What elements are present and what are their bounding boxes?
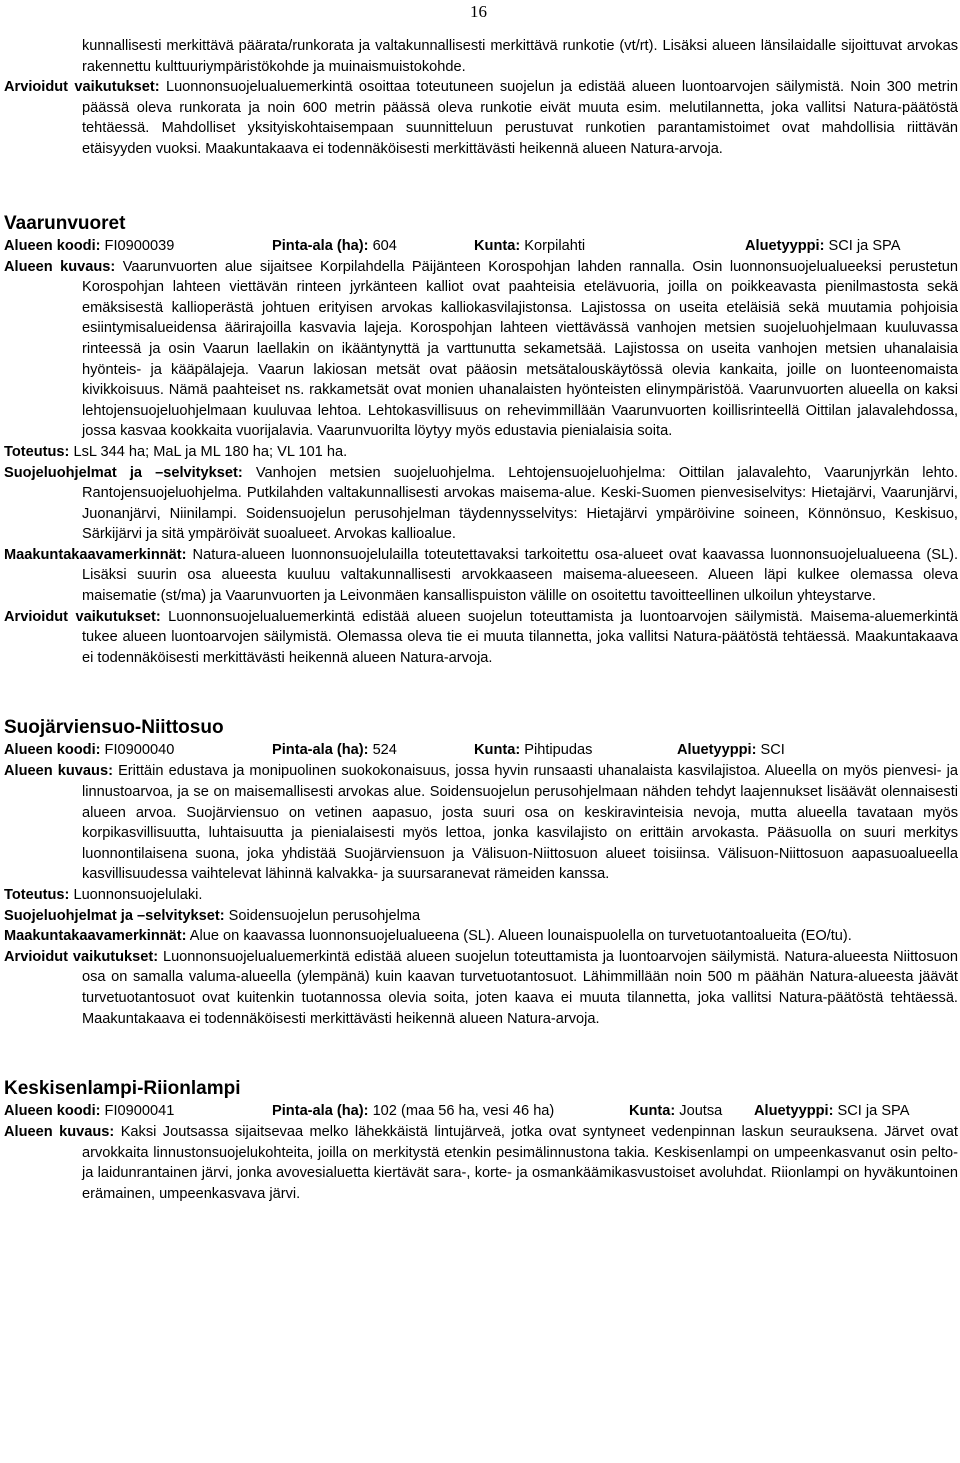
description-text: Erittäin edustava ja monipuolinen suokokonaisuus, jossa hyvin runsaasti uhanalaista kasvilajistoa. Alueella on myös pienvesi- ja linnustoarvoa, ja se on maisemallisesti arvokas alue. Soidensuojelun perusohjelmaan nähden tehdyt laajennukset lisäävät olennaisesti alueen arvoa. Suojärviensuo on vetinen aapasuo, josta suuri osa on keskiravinteisia nevoja, mutta alueella tavataan myös korpikasvillisuutta, luhtaisuutta ja pienialaisesti myös lettoa, jonka kasvilajisto on erittäin arvokasta. Pääsuolla on suuri merkitys luonnontilaisena suona, joka yhdistää Suojärviensuon ja Välisuon-Niittosuon alueet toisiinsa. Välisuon-Niittosuon aapasuoalueella kasvillisuudessa vaihtelevat lähinnä kalvakka- ja suursaranevat rämeiden kanssa. [82, 763, 958, 883]
plan-label: Maakuntakaavamerkinnät: [4, 546, 187, 563]
effects-text: Luonnonsuojelualuemerkintä edistää alueen suojelun toteuttamista ja luontoarvojen säilymistä. Maisema-aluemerkintä tukee alueen luontoarvojen säilymistä. Olemassa oleva tie ei muuta tilannetta, joka vallitsi Natura-päätöstä tehtäessä. Maakuntakaava ei todennäköisesti merkittävästi heikennä alueen Natura-arvoja. [82, 608, 959, 666]
implementation-label: Toteutus: [4, 443, 70, 460]
intro-effects-label: Arvioidut vaikutukset: [4, 79, 160, 96]
municipality-label: Kunta: [474, 237, 521, 254]
area-value: 604 [372, 237, 397, 254]
programs-label: Suojeluohjelmat ja –selvitykset: [4, 907, 225, 924]
section-title-keskisenlampi: Keskisenlampi-Riionlampi [4, 1078, 241, 1100]
section-title-vaarunvuoret: Vaarunvuoret [4, 212, 126, 234]
intro-paragraph: kunnallisesti merkittävä päärata/runkorata ja valtakunnallisesti merkittävä runkotie (vt/rt). Lisäksi alueen länsilaidalle sijoittuvat arvokas rakennettu kulttuuriympäristökohde ja muinaismuistokohde. [82, 38, 958, 75]
code-value: FI0900040 [104, 742, 175, 759]
plan-text: Alue on kaavassa luonnonsuojelualueena (SL). Alueen lounaispuolella on turvetuotantoalueita (EO/tu). [189, 928, 852, 945]
section-meta [4, 1101, 958, 1122]
effects-paragraph [4, 607, 958, 669]
programs-paragraph [4, 906, 958, 927]
implementation-paragraph [4, 885, 958, 906]
implementation-text: LsL 344 ha; MaL ja ML 180 ha; VL 101 ha. [73, 443, 348, 460]
code-value: FI0900039 [104, 237, 175, 254]
plan-text: Natura-alueen luonnonsuojelulailla toteutettavaksi tarkoitettu osa-alueet ovat kaavassa luonnonsuojelualueena (SL). Lisäksi suurin osa alueesta kuuluu valtakunnallisesti arvokkaaseen maisema-alueeseen. Alueen läpi kulkee olemassa oleva maisematie (st/ma) ja Vaarunvuorten ja Leivonmäen kansallispuiston välille on osoitettu tavoitteellinen ulkoilun yhteystarve. [82, 546, 958, 605]
programs-paragraph [4, 463, 958, 545]
intro-effects-text: Luonnonsuojelualuemerkintä osoittaa toteutuneen suojelun ja edistää alueen luontoarvojen säilymistä. Noin 300 metrin päässä oleva runkorata ja noin 600 metrin päässä oleva runkotie eivät muuta esim. melutilannetta, joka vallitsi Natura-päätöstä tehtäessä. Mahdolliset yksityiskohtaisempaan suunnitteluun perustuvat runkotien parantamistoimet ovat mahdollisia riittävän etäisyyden vuoksi. Maakuntakaava ei todennäköisesti merkittävästi heikennä alueen Natura-arvoja. [82, 79, 959, 157]
area-label: Pinta-ala (ha): [272, 1103, 369, 1120]
programs-text: Vanhojen metsien suojeluohjelma. Lehtojensuojeluohjelma: Oittilan jalavalehto, Vaarunjyrkän lehto. Rantojensuojeluohjelma. Putkilahden valtakunnallisesti arvokas maisema-alue. Keski-Suomen pienvesiselvitys: Hietajärvi, Vaarunjärvi, Juonanjärvi, Niinilampi. Soidensuojelun perusohjelman täydennysselvitys: Hietajärvi ympäröivine soineen, Könnönsuo, Keskisuo, Särkijärvi ja sitä ympäröivät suoalueet. Arvokas kallioalue. [82, 464, 959, 543]
code-label: Alueen koodi: [4, 237, 101, 254]
page-number: 16 [470, 2, 487, 21]
type-value: SCI [760, 742, 785, 759]
municipality-value: Joutsa [679, 1103, 723, 1120]
area-label: Pinta-ala (ha): [272, 237, 369, 254]
municipality-label: Kunta: [474, 742, 521, 759]
municipality-value: Korpilahti [524, 237, 586, 254]
description-label: Alueen kuvaus: [4, 763, 113, 780]
type-value: SCI ja SPA [837, 1103, 910, 1120]
plan-label: Maakuntakaavamerkinnät: [4, 928, 187, 945]
area-value: 524 [372, 742, 397, 759]
code-value: FI0900041 [104, 1103, 175, 1120]
programs-label: Suojeluohjelmat ja –selvitykset: [4, 464, 243, 481]
municipality-label: Kunta: [629, 1103, 676, 1120]
effects-label: Arvioidut vaikutukset: [4, 948, 159, 965]
description-label: Alueen kuvaus: [4, 258, 116, 275]
section-meta [4, 236, 958, 257]
municipality-value: Pihtipudas [524, 742, 593, 759]
description-text: Vaarunvuorten alue sijaitsee Korpilahdella Päijänteen Korospohjan lahden rannalla. Osin luonnonsuojelualueeksi perustetun Korospohjan lahteen viettävän rinteen jyrkänteen kalliot ovat paahteisia etelävuoria, joilla on poikkeavasta pienilmastosta sekä emäksisestä kallioperästä johtuen erityisen arvokas kalliokasvilajistonsa. Lajistossa on useita eteläisiä sekä muutamia pohjoisia esiintymisalueidensa äärirajoilla kasvavia lajeja. Korospohjan lahteen viettävässä vanhojen metsien suojeluohjelmaan kuuluvassa rinteessä ja osin Vaarun laellakin on ikääntynyttä ja varttunutta sekametsää. Lajistossa on useita vanhojen metsien uhanalaisia hyönteis- ja kääpälajeja. Vaarun lakiosan metsät ovat pääosin metsätalouskäytössä olevia kankaita, joille on luonteenomaista kivikkoisuus. Nämä paahteiset ns. rakkametsät ovat monien uhanalaisten hyönteisten elinympäristöä. Vaarunvuorten alueella on kaksi lehtojensuojeluohjelmaan kuuluvaa lehtoa. Lehtokasvillisuus on rehevimmillään Vaarunvuorten koillisrinteellä Oittilan jalavalehdossa, jossa kasvaa kookkaita vuorijalavia. Vaarunvuorilta löytyy myös edustavia pienialaisia soita. [82, 258, 958, 440]
programs-text: Soidensuojelun perusohjelma [228, 907, 421, 924]
area-label: Pinta-ala (ha): [272, 742, 369, 759]
type-label: Aluetyyppi: [754, 1103, 834, 1120]
implementation-label: Toteutus: [4, 887, 70, 903]
effects-paragraph [4, 947, 958, 1029]
document-body [4, 36, 958, 1205]
plan-paragraph [4, 926, 958, 947]
plan-paragraph [4, 545, 958, 607]
description-paragraph [4, 1122, 958, 1204]
area-value: 102 (maa 56 ha, vesi 46 ha) [372, 1103, 555, 1120]
type-label: Aluetyyppi: [745, 237, 825, 254]
intro-effects [4, 77, 958, 159]
description-label: Alueen kuvaus: [4, 1124, 115, 1141]
type-label: Aluetyyppi: [677, 742, 757, 759]
implementation-text: Luonnonsuojelulaki. [73, 887, 203, 903]
section-title-suojarviensuo: Suojärviensuo-Niittosuo [4, 717, 224, 739]
description-paragraph [4, 257, 958, 442]
effects-label: Arvioidut vaikutukset: [4, 608, 161, 625]
type-value: SCI ja SPA [828, 237, 901, 254]
code-label: Alueen koodi: [4, 1103, 101, 1120]
code-label: Alueen koodi: [4, 742, 101, 759]
description-paragraph [4, 761, 958, 885]
description-text: Kaksi Joutsassa sijaitsevaa melko lähekkäistä lintujärveä, jotka ovat syntyneet vedenpinnan laskun seurauksena. Järvet ovat arvokkaita linnustonsuojelukohteita, joilla on merkitystä etenkin pesimälinnustona takia. Keskisenlampi on umpeenkasvanut osin pelto- ja laidunrantainen järvi, jonka avovesialuetta kiertävät sara-, korte- ja osmankäämikasvustoiset avoluhdat. Riionlampi on hyväkuntoinen erämainen, umpeenkasvava järvi. [82, 1124, 958, 1202]
implementation-paragraph [4, 442, 958, 463]
effects-text: Luonnonsuojelualuemerkintä edistää alueen suojelun toteuttamista ja luontoarvojen säilymistä. Natura-alueesta Niittosuon osa on samalla valuma-alueella (ylempänä) kuin kaavan turvetuotantosuot. Lähimmillään noin 500 m päähän Natura-alueesta jäävät turvetuotantosuot ovat kuitenkin tuotannossa olevia soita, joten kaava ei muuta tilannetta, joka vallitsi Natura-päätöstä tehtäessä. Maakuntakaava ei todennäköisesti merkittävästi heikennä alueen Natura-arvoja. [82, 948, 958, 1027]
section-meta [4, 740, 958, 761]
